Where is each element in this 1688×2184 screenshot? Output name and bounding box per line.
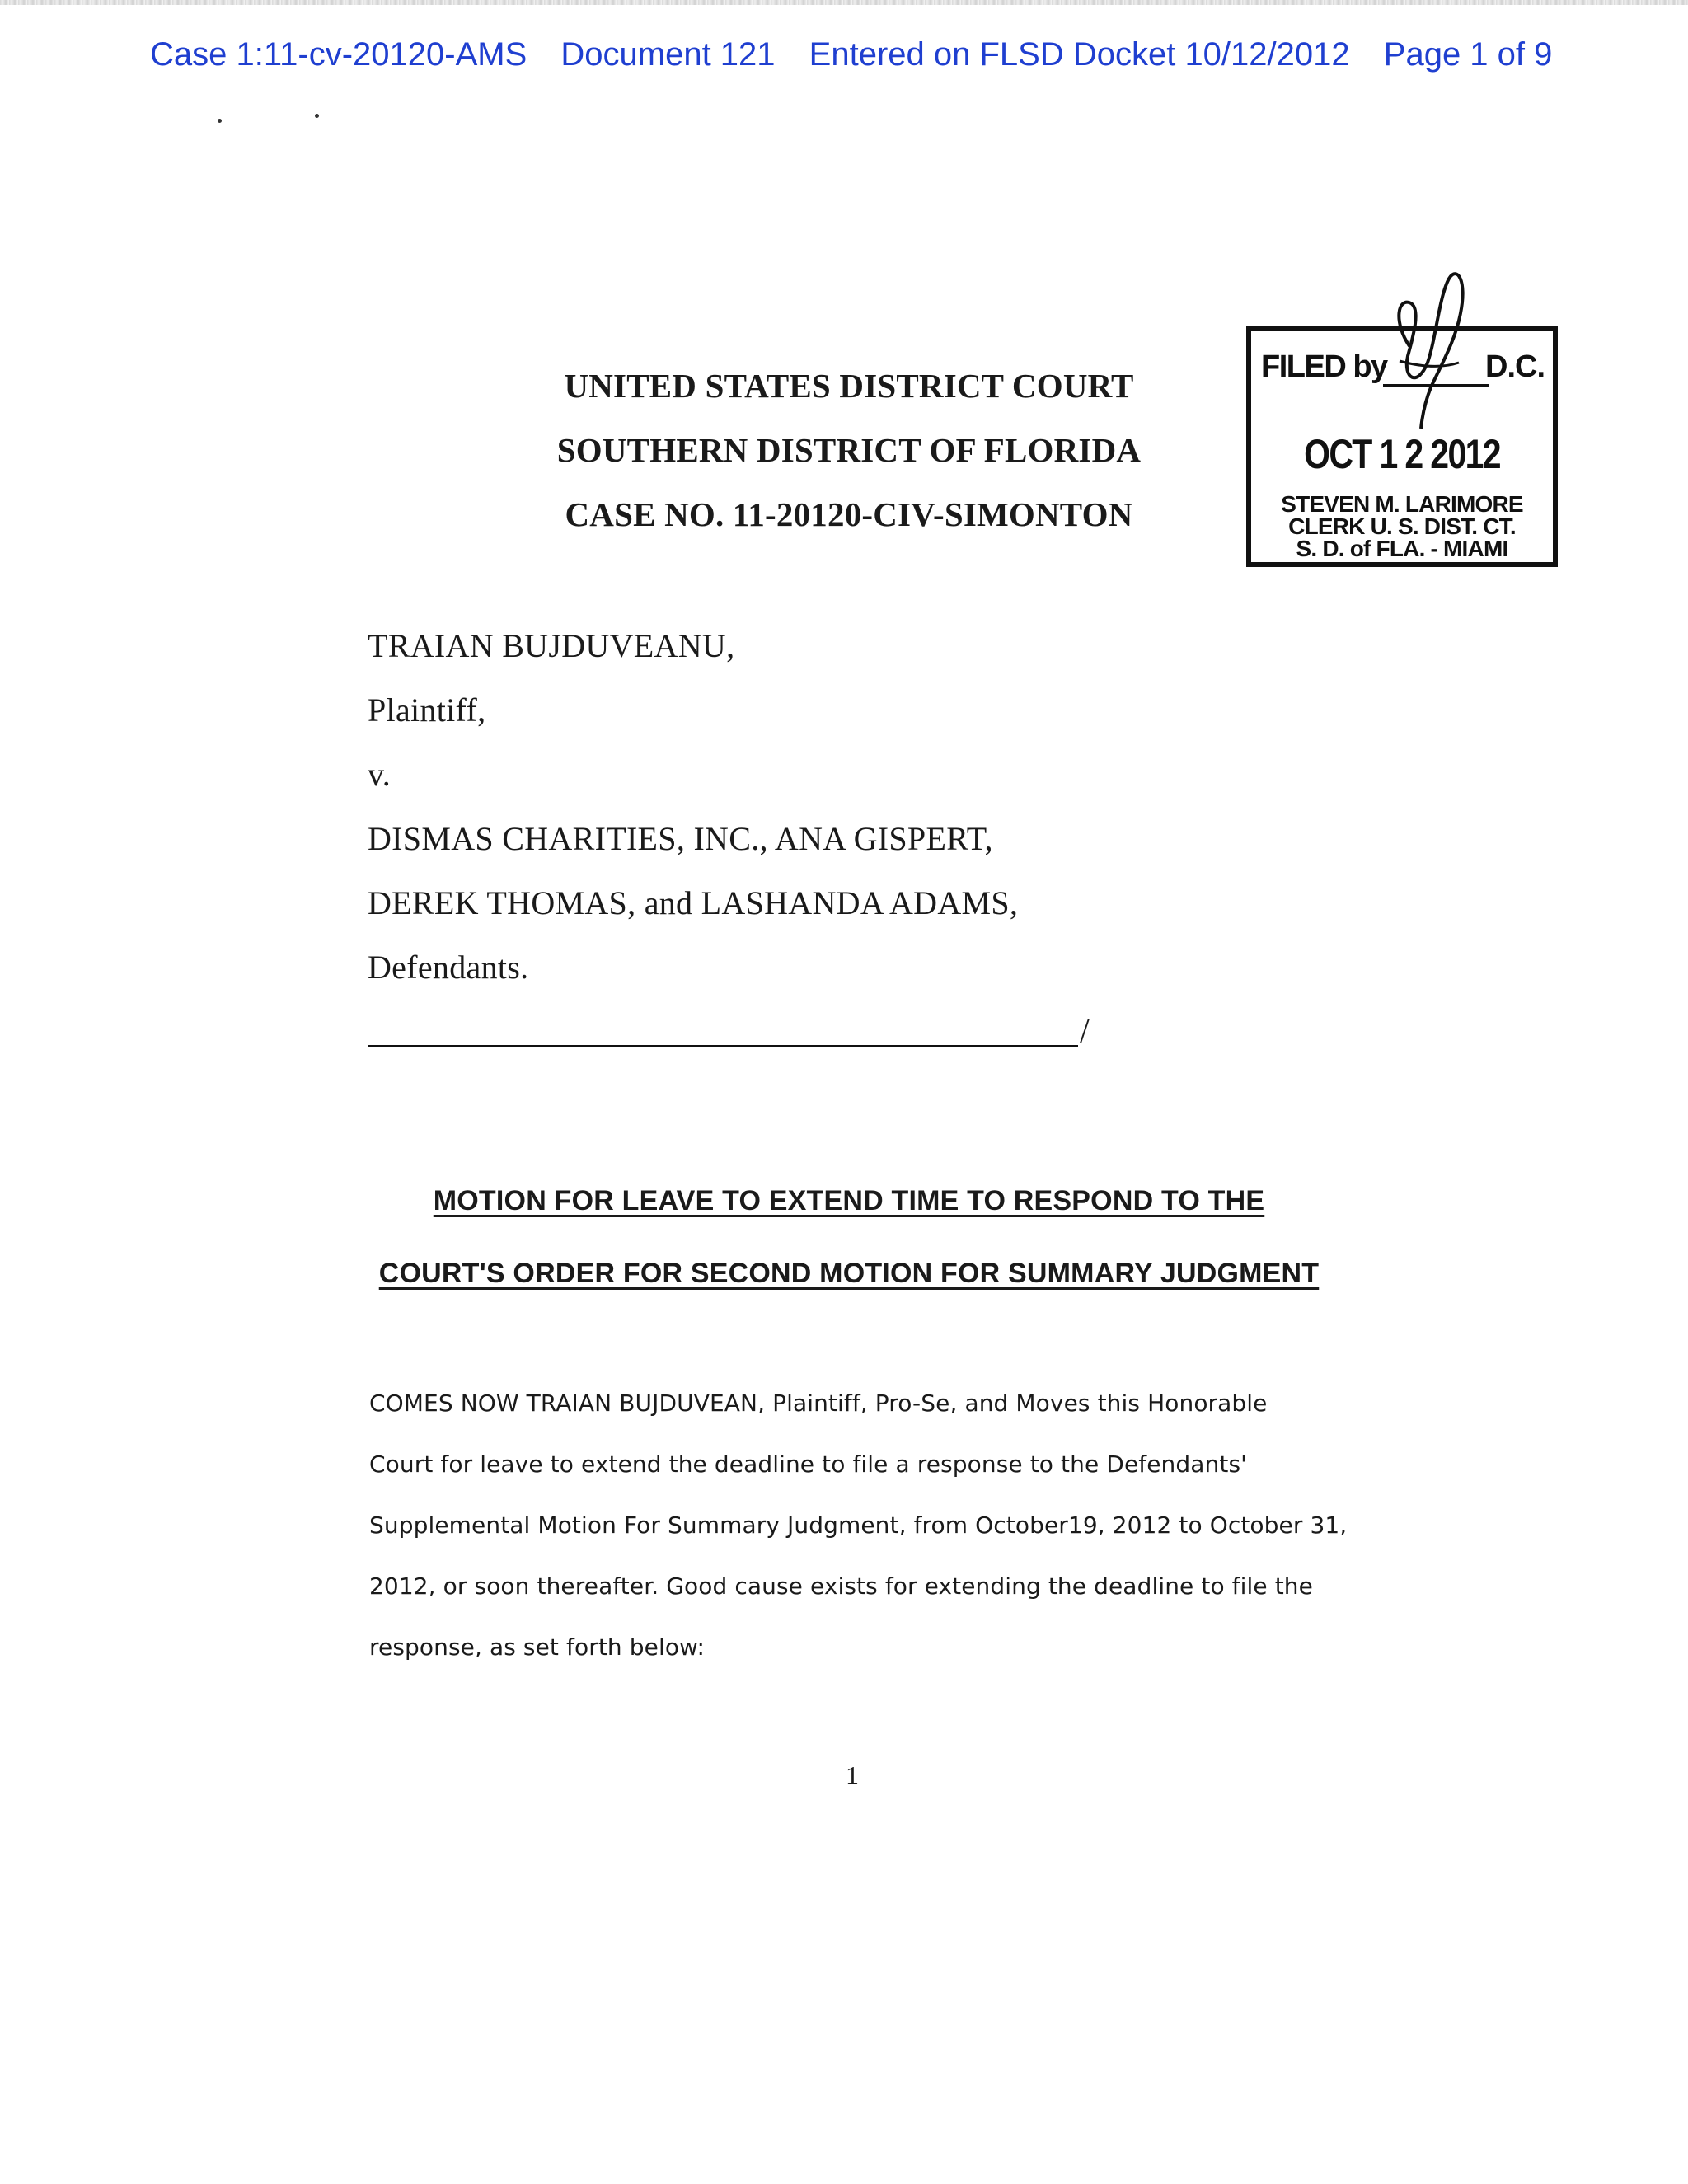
plaintiff-name: TRAIAN BUJDUVEANU,: [368, 627, 735, 664]
body-line: response, as set forth below:: [369, 1633, 706, 1661]
body-line: Court for leave to extend the deadline to file a response to the Defendants': [369, 1451, 1247, 1478]
scan-speck: [218, 119, 222, 123]
body-line: 2012, or soon thereafter. Good cause exists for extending the deadline to file the: [369, 1572, 1313, 1600]
motion-title: MOTION FOR LEAVE TO EXTEND TIME TO RESPOND TO THE: [433, 1185, 1265, 1216]
docket-page-count: Page 1 of 9: [1383, 36, 1553, 73]
docket-entered-date: Entered on FLSD Docket 10/12/2012: [809, 36, 1350, 73]
defendants-line: DEREK THOMAS, and LASHANDA ADAMS,: [368, 884, 1019, 921]
page-number: 1: [846, 1760, 859, 1790]
stamp-clerk-line: S. D. of FLA. - MIAMI: [1296, 536, 1508, 561]
docket-document-number: Document 121: [560, 36, 776, 73]
versus: v.: [368, 756, 392, 793]
scan-edge-artifact: [0, 0, 1688, 5]
docket-header: [150, 36, 1568, 73]
stamp-dc: D.C.: [1485, 349, 1545, 384]
caption-slash: /: [1080, 1013, 1090, 1051]
stamp-clerk: [1251, 493, 1553, 560]
stamp-date: OCT 1 2 2012: [1304, 431, 1500, 477]
court-district: SOUTHERN DISTRICT OF FLORIDA: [556, 431, 1142, 469]
court-name: UNITED STATES DISTRICT COURT: [564, 367, 1134, 405]
handwritten-signature: [1360, 264, 1475, 453]
case-number: CASE NO. 11-20120-CIV-SIMONTON: [565, 495, 1133, 533]
defendants-label: Defendants.: [368, 949, 529, 986]
stamp-clerk-line: STEVEN M. LARIMORE: [1281, 491, 1523, 517]
scan-speck: [315, 114, 319, 118]
body-line: COMES NOW TRAIAN BUJDUVEAN, Plaintiff, Pro-Se, and Moves this Honorable: [369, 1390, 1268, 1417]
stamp-clerk-line: CLERK U. S. DIST. CT.: [1288, 513, 1516, 539]
body-line: Supplemental Motion For Summary Judgment, from October19, 2012 to October 31,: [369, 1511, 1348, 1539]
defendants-line: DISMAS CHARITIES, INC., ANA GISPERT,: [368, 820, 993, 857]
caption-divider: [368, 1045, 1078, 1047]
stamp-filed-by: FILED by: [1261, 349, 1387, 384]
plaintiff-label: Plaintiff,: [368, 691, 486, 729]
docket-case-number: Case 1:11-cv-20120-AMS: [150, 36, 528, 73]
motion-title: COURT'S ORDER FOR SECOND MOTION FOR SUMMARY JUDGMENT: [378, 1258, 1320, 1289]
